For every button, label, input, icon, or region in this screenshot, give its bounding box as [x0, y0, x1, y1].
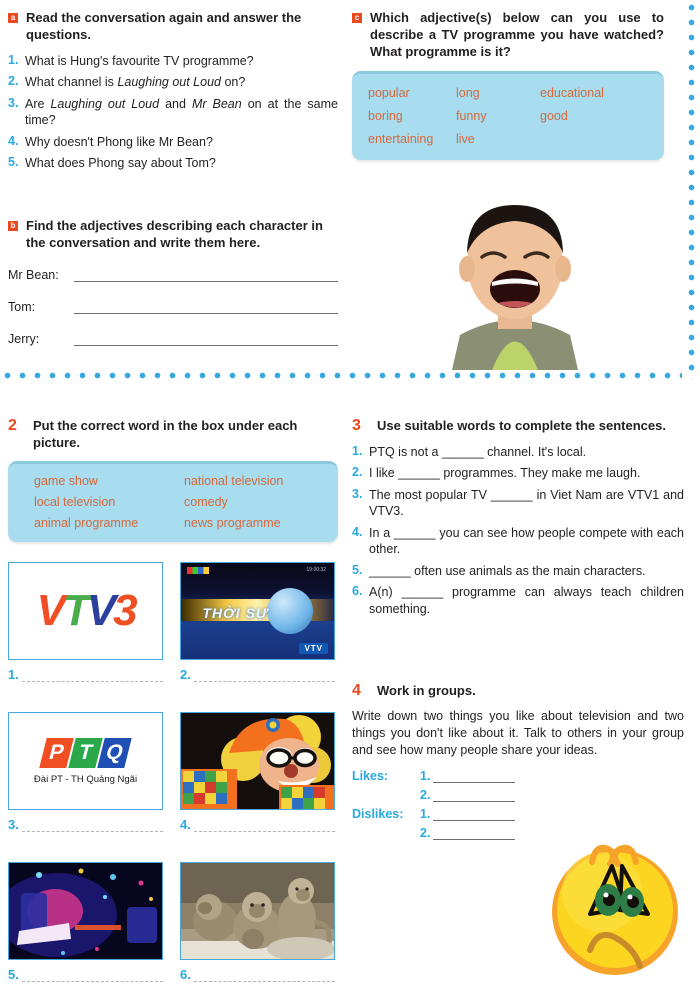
word-bank-box [8, 461, 338, 542]
picture-cell-3 [8, 712, 163, 832]
section-3-heading: Use suitable words to complete the sentences. [377, 418, 666, 433]
picture-caption [180, 817, 335, 832]
list-item [8, 96, 338, 129]
word-item[interactable]: local television [34, 494, 116, 509]
sentence-text: ______ often use animals as the main characters. [369, 563, 646, 578]
sentence-text: I like ______ programmes. They make me laugh. [369, 466, 641, 481]
word-row [34, 495, 338, 509]
gameshow-stage-icon [9, 863, 162, 959]
ptq-letter: P [39, 738, 73, 768]
section-c [352, 10, 664, 160]
section-4-header [352, 683, 684, 700]
section-a-header [8, 10, 338, 44]
question-text: What is Hung's favourite TV programme? [25, 53, 254, 68]
section-a-question-list [8, 53, 338, 172]
answer-label: Mr Bean: [8, 267, 59, 282]
caption-number: 5. [8, 967, 19, 982]
section-3 [352, 418, 684, 622]
ptq-letters [39, 738, 131, 768]
write-line[interactable] [433, 810, 515, 821]
word-item[interactable]: game show [34, 473, 98, 488]
picture-vtv3-logo [8, 562, 163, 660]
word-item[interactable]: boring [368, 108, 403, 123]
vtv-watermark: VTV [299, 643, 328, 654]
monkeys-photo-icon [181, 863, 334, 959]
likes-dislikes-block [352, 769, 684, 840]
word-item[interactable]: news programme [184, 515, 281, 530]
section-b-header [8, 218, 338, 252]
word-row [34, 516, 338, 530]
question-text: What channel is Laughing out Loud on? [25, 75, 246, 90]
write-line[interactable] [433, 772, 515, 783]
ptq-letter: Q [97, 738, 131, 768]
item-number: 1. [420, 806, 431, 821]
write-line[interactable] [433, 791, 515, 802]
likes-row-2 [352, 788, 684, 802]
word-item[interactable]: live [456, 131, 475, 146]
news-studio-graphic-icon [181, 563, 334, 659]
list-item [352, 563, 684, 580]
answer-row [8, 300, 338, 314]
answer-write-line[interactable] [74, 335, 338, 346]
section-b [8, 218, 338, 346]
dislikes-label: Dislikes: [352, 806, 404, 821]
list-item [8, 134, 338, 151]
badge-a-icon: a [8, 13, 18, 23]
list-item [8, 53, 338, 70]
sentence-text: PTQ is not a ______ channel. It's local. [369, 444, 587, 459]
badge-b-icon: b [8, 221, 18, 231]
dotted-border-right [688, 0, 695, 380]
picture-caption [8, 817, 163, 832]
list-item [8, 74, 338, 91]
globe-icon [267, 588, 313, 634]
answer-label: Tom: [8, 299, 36, 314]
picture-news-thoi-su [180, 562, 335, 660]
answer-row [8, 268, 338, 282]
caption-number: 6. [180, 967, 191, 982]
laughing-boy-photo [420, 185, 610, 370]
item-number: 2. [8, 74, 19, 89]
picture-monkeys-photo [180, 862, 335, 960]
dotted-border-bottom [0, 372, 682, 379]
section-b-answer-lines [8, 268, 338, 346]
sentence-text: In a ______ you can see how people compete with each other. [369, 525, 684, 557]
picture-caption [180, 967, 335, 982]
section-2-number: 2 [8, 417, 17, 434]
item-number: 6. [352, 584, 363, 599]
picture-clown-photo [180, 712, 335, 810]
word-item[interactable]: long [456, 85, 480, 100]
caption-number: 4. [180, 817, 191, 832]
item-number: 1. [420, 768, 431, 783]
section-2 [8, 418, 338, 542]
picture-cell-2 [180, 562, 335, 682]
section-4-number: 4 [352, 682, 361, 699]
list-item [352, 584, 684, 617]
item-number: 1. [8, 52, 19, 67]
section-3-header [352, 418, 684, 435]
likes-row-1 [352, 769, 684, 783]
ptq-logo-icon [9, 713, 162, 809]
picture-caption [180, 667, 335, 682]
dislikes-row-1 [352, 807, 684, 821]
caption-write-line[interactable] [22, 821, 163, 832]
section-4-body: Write down two things you like about television and two things you don't like about it. Talk to others in your group and see how many people share your ideas. [352, 708, 684, 757]
section-2-header [8, 418, 338, 452]
answer-label: Jerry: [8, 331, 40, 346]
section-a [8, 10, 338, 177]
question-text: Why doesn't Phong like Mr Bean? [25, 134, 213, 149]
item-number: 3. [8, 95, 19, 110]
caption-write-line[interactable] [22, 971, 163, 982]
section-b-heading: Find the adjectives describing each character in the conversation and write them here. [26, 218, 323, 250]
item-number: 2. [420, 787, 431, 802]
sad-face-illustration [540, 830, 690, 980]
word-item[interactable]: animal programme [34, 515, 139, 530]
item-number: 5. [8, 155, 19, 170]
clown-photo-icon [181, 713, 334, 809]
section-4-heading: Work in groups. [377, 683, 476, 698]
list-item [352, 525, 684, 558]
word-item[interactable]: popular [368, 85, 410, 100]
caption-write-line[interactable] [22, 671, 163, 682]
picture-cell-5 [8, 862, 163, 982]
sentence-text: A(n) ______ programme can always teach children something. [369, 585, 684, 616]
question-text: Are Laughing out Loud and Mr Bean on at the same time? [25, 96, 338, 128]
picture-cell-4 [180, 712, 335, 832]
item-number: 5. [352, 562, 363, 577]
list-item [352, 487, 684, 520]
section-3-sentence-list [352, 444, 684, 618]
caption-write-line[interactable] [194, 821, 335, 832]
write-line[interactable] [433, 829, 515, 840]
ptq-station-caption: Đài PT - TH Quảng Ngãi [33, 773, 138, 785]
list-item [352, 465, 684, 482]
clock-time: 19:00:32 [306, 567, 326, 573]
list-item [352, 444, 684, 461]
word-item[interactable]: comedy [184, 494, 228, 509]
picture-cell-1 [8, 562, 163, 682]
caption-write-line[interactable] [194, 971, 335, 982]
word-row [368, 109, 648, 123]
picture-ptq-logo [8, 712, 163, 810]
list-item [8, 155, 338, 172]
word-item[interactable]: funny [456, 108, 487, 123]
news-title: THỜI SỰ [202, 605, 269, 622]
item-number: 4. [8, 133, 19, 148]
section-a-heading: Read the conversation again and answer the questions. [26, 10, 302, 42]
item-number: 1. [352, 443, 363, 458]
section-c-header [352, 10, 664, 61]
item-number: 4. [352, 524, 363, 539]
section-c-heading: Which adjective(s) below can you use to describe a TV programme you have watched? What programme is it? [370, 10, 664, 59]
likes-label: Likes: [352, 768, 389, 783]
picture-gameshow-stage-photo [8, 862, 163, 960]
channel-color-bars-icon [187, 567, 209, 574]
answer-row [8, 332, 338, 346]
badge-c-icon: c [352, 13, 362, 23]
adjective-word-box [352, 71, 664, 160]
word-row [368, 132, 648, 146]
item-number: 3. [352, 486, 363, 501]
word-item[interactable]: educational [540, 85, 604, 100]
word-item[interactable]: national television [184, 473, 284, 488]
picture-cell-6 [180, 862, 335, 982]
caption-number: 1. [8, 667, 19, 682]
answer-write-line[interactable] [74, 271, 338, 282]
section-2-heading: Put the correct word in the box under each picture. [33, 418, 298, 450]
sentence-text: The most popular TV ______ in Viet Nam are VTV1 and VTV3. [369, 487, 684, 519]
ptq-letter: T [68, 738, 102, 768]
word-item[interactable]: good [540, 108, 568, 123]
section-4 [352, 683, 684, 840]
word-row [368, 86, 648, 100]
picture-caption [8, 967, 163, 982]
caption-number: 3. [8, 817, 19, 832]
caption-write-line[interactable] [194, 671, 335, 682]
caption-number: 2. [180, 667, 191, 682]
word-row [34, 474, 338, 488]
picture-caption [8, 667, 163, 682]
word-item[interactable]: entertaining [368, 131, 434, 146]
item-number: 2. [352, 465, 363, 480]
question-text: What does Phong say about Tom? [25, 156, 216, 171]
answer-write-line[interactable] [74, 303, 338, 314]
section-3-number: 3 [352, 417, 361, 434]
item-number: 2. [420, 825, 431, 840]
vtv3-logo-icon: V T V 3 [36, 586, 135, 635]
